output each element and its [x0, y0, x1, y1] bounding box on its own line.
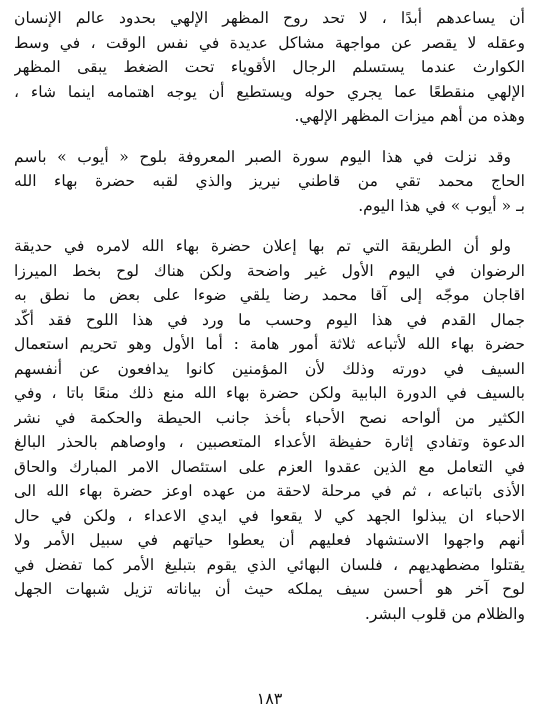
text-line: يقتلوا مضطهديهم ، فلسان البهائي الذي يقوم بتبليغ الأمر كما تفضل في: [14, 555, 525, 574]
paragraph-1: [14, 6, 525, 129]
text-line: الكثير من ألواحه نصح الأحباء بأخذ جانب الحيطة والحكمة في نشر: [14, 408, 525, 427]
text-line: الدعوة وتفادي إثارة حفيظة الأعداء المتعصبين ، واوصاهم بالحذر البالغ: [14, 433, 525, 451]
text-line: في التعامل مع الذين عقدوا العزم على استئصال الامر المبارك والحاق: [14, 457, 525, 476]
text-line: السيف في دورته وذلك لأن المؤمنين كانوا يدافعون عن أنفسهم: [14, 359, 525, 378]
text-line: الإلهي منقطعًا عما يجري حوله ويستطيع أن يوجه اهتمامه اينما شاء ،: [14, 82, 525, 101]
text-line: الأذى باتباعه ، ثم في مرحلة لاحقة من عهده اوعز حضرة بهاء الله الى: [14, 482, 525, 500]
text-line: ولو أن الطريقة التي تم بها إعلان حضرة بهاء الله لامره في حديقة: [14, 237, 511, 255]
paragraph-gap: [14, 218, 525, 234]
text-line: الرضوان في اليوم الأول غير واضحة ولكن هناك لوح بخط الميرزا: [14, 261, 525, 280]
text-line: أن يساعدهم أبدًا ، لا تحد روح المظهر الإلهي بحدود عالم الإنسان: [14, 9, 525, 27]
text-line: والظلام من قلوب البشر.: [364, 604, 525, 623]
text-line: الكوارث عندما يستسلم الرجال الأقوياء تحت الضغط يبقى المظهر: [14, 58, 525, 76]
text-line: وقد نزلت في هذا اليوم سورة الصبر المعروفة بلوح « أيوب » باسم: [14, 147, 511, 166]
text-line: لوح آخر هو أحسن سيف يملكه حيث أن بياناته تزيل شبهات الجهل: [14, 580, 525, 598]
text-line: بالسيف في الدورة البابية ولكن حضرة بهاء الله منع ذلك منعًا باتا ، وفي: [14, 384, 525, 402]
paragraph-gap: [14, 129, 525, 145]
text-line: جمال القدم في هذا اليوم وحسب ما ورد في هذا اللوح فقد أكّد: [14, 310, 525, 329]
text-line: وهذه من أهم ميزات المظهر الإلهي.: [294, 107, 525, 125]
paragraph-2: [14, 145, 525, 219]
paragraph-3: [14, 234, 525, 626]
page-number: ١٨٣: [256, 689, 283, 708]
text-line: الحاج محمد تقي من قاطني نيريز والذي لقبه حضرة بهاء الله: [14, 172, 525, 190]
text-line: بـ « أيوب » في هذا اليوم.: [358, 196, 525, 215]
page-body: [14, 6, 525, 626]
text-line: أنهم واجهوا الاستشهاد فعليهم أن يعطوا حياتهم في سبيل الأمر ولا: [14, 531, 525, 549]
text-line: حضرة بهاء الله لأتباعه ثلاثة أمور هامة : أما الأول وهو تحريم استعمال: [14, 335, 525, 353]
text-line: الاحباء ان يبذلوا الجهد كي لا يقعوا في ايدي الاعداء ، ولكن في حال: [14, 506, 525, 525]
text-line: وعقله لا يقصر عن مواجهة مشاكل عديدة في نفس الوقت ، في وسط: [14, 33, 525, 52]
text-line: اقاجان موجّه إلى آقا محمد رضا يلقي ضوءا على بعض ما نطق به: [14, 286, 525, 304]
